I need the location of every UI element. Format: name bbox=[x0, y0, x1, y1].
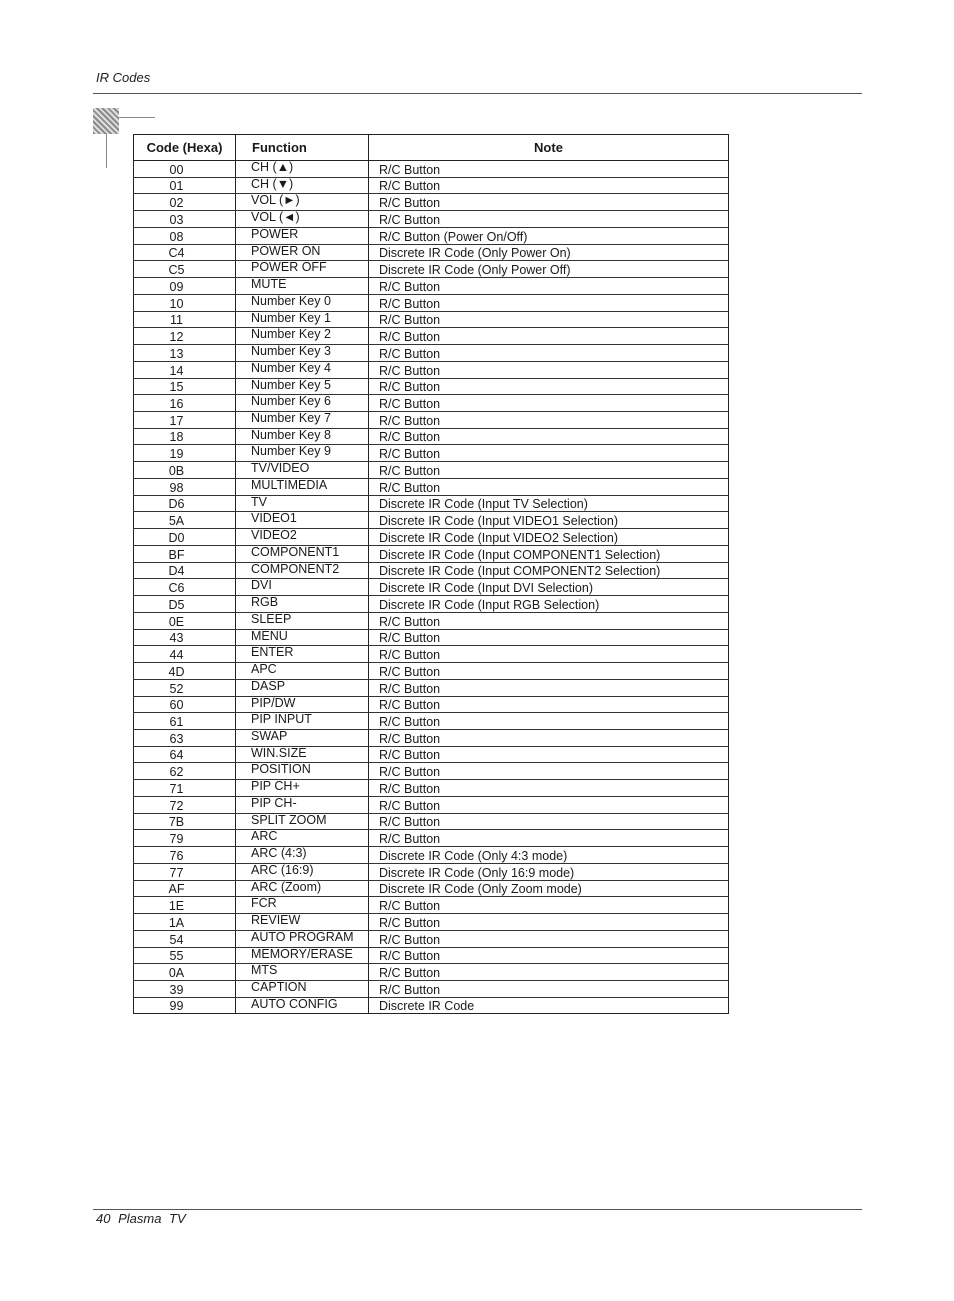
note-cell: R/C Button bbox=[369, 361, 729, 378]
code-cell: 08 bbox=[134, 227, 236, 244]
code-cell: 4D bbox=[134, 663, 236, 680]
function-cell: DVI bbox=[236, 579, 369, 596]
table-row bbox=[134, 512, 729, 529]
note-cell: Discrete IR Code (Only 16:9 mode) bbox=[369, 863, 729, 880]
code-cell: 76 bbox=[134, 847, 236, 864]
code-cell: AF bbox=[134, 880, 236, 897]
note-cell: R/C Button bbox=[369, 713, 729, 730]
function-cell: Number Key 8 bbox=[236, 428, 369, 445]
code-cell: 09 bbox=[134, 278, 236, 295]
function-cell: Number Key 7 bbox=[236, 412, 369, 429]
table-row bbox=[134, 194, 729, 211]
note-cell: R/C Button bbox=[369, 278, 729, 295]
code-cell: D0 bbox=[134, 529, 236, 546]
code-cell: C4 bbox=[134, 244, 236, 261]
function-cell: AUTO CONFIG bbox=[236, 997, 369, 1014]
table-row bbox=[134, 847, 729, 864]
note-cell: R/C Button bbox=[369, 930, 729, 947]
function-cell: PIP INPUT bbox=[236, 713, 369, 730]
code-cell: 98 bbox=[134, 478, 236, 495]
function-cell: CH (▼) bbox=[236, 177, 369, 194]
function-cell: FCR bbox=[236, 897, 369, 914]
note-cell: R/C Button bbox=[369, 161, 729, 178]
table-row bbox=[134, 897, 729, 914]
code-cell: BF bbox=[134, 545, 236, 562]
function-cell: MUTE bbox=[236, 278, 369, 295]
table-row bbox=[134, 562, 729, 579]
code-cell: 55 bbox=[134, 947, 236, 964]
code-cell: 72 bbox=[134, 796, 236, 813]
function-cell: POWER bbox=[236, 227, 369, 244]
note-cell: R/C Button bbox=[369, 194, 729, 211]
code-cell: C5 bbox=[134, 261, 236, 278]
note-cell: R/C Button bbox=[369, 914, 729, 931]
code-cell: 99 bbox=[134, 997, 236, 1014]
note-cell: Discrete IR Code (Input VIDEO2 Selection) bbox=[369, 529, 729, 546]
note-cell: R/C Button bbox=[369, 980, 729, 997]
note-cell: Discrete IR Code (Input VIDEO1 Selection) bbox=[369, 512, 729, 529]
function-cell: Number Key 4 bbox=[236, 361, 369, 378]
note-cell: R/C Button bbox=[369, 763, 729, 780]
code-cell: 00 bbox=[134, 161, 236, 178]
function-cell: ARC (16:9) bbox=[236, 863, 369, 880]
note-cell: R/C Button (Power On/Off) bbox=[369, 227, 729, 244]
function-cell: ENTER bbox=[236, 646, 369, 663]
table-row bbox=[134, 830, 729, 847]
function-cell: COMPONENT2 bbox=[236, 562, 369, 579]
code-cell: 10 bbox=[134, 294, 236, 311]
code-cell: 15 bbox=[134, 378, 236, 395]
function-cell: REVIEW bbox=[236, 914, 369, 931]
table-row bbox=[134, 796, 729, 813]
table-row bbox=[134, 495, 729, 512]
table-row bbox=[134, 813, 729, 830]
table-row bbox=[134, 278, 729, 295]
table-row bbox=[134, 729, 729, 746]
function-cell: Number Key 5 bbox=[236, 378, 369, 395]
note-cell: R/C Button bbox=[369, 746, 729, 763]
table-row bbox=[134, 964, 729, 981]
table-row bbox=[134, 629, 729, 646]
table-row bbox=[134, 294, 729, 311]
note-cell: Discrete IR Code (Input COMPONENT2 Selection) bbox=[369, 562, 729, 579]
note-cell: R/C Button bbox=[369, 311, 729, 328]
table-row bbox=[134, 529, 729, 546]
function-cell: TV bbox=[236, 495, 369, 512]
note-cell: Discrete IR Code (Input COMPONENT1 Selection) bbox=[369, 545, 729, 562]
code-cell: 63 bbox=[134, 729, 236, 746]
note-cell: Discrete IR Code (Only Power On) bbox=[369, 244, 729, 261]
note-cell: R/C Button bbox=[369, 612, 729, 629]
table-row bbox=[134, 579, 729, 596]
note-cell: R/C Button bbox=[369, 211, 729, 228]
table-row bbox=[134, 612, 729, 629]
table-row bbox=[134, 345, 729, 362]
code-cell: D4 bbox=[134, 562, 236, 579]
code-cell: 12 bbox=[134, 328, 236, 345]
function-cell: MEMORY/ERASE bbox=[236, 947, 369, 964]
table-row bbox=[134, 177, 729, 194]
note-cell: R/C Button bbox=[369, 294, 729, 311]
code-cell: 64 bbox=[134, 746, 236, 763]
table-row bbox=[134, 211, 729, 228]
code-cell: 13 bbox=[134, 345, 236, 362]
note-cell: R/C Button bbox=[369, 796, 729, 813]
note-cell: Discrete IR Code (Only 4:3 mode) bbox=[369, 847, 729, 864]
function-cell: PIP CH+ bbox=[236, 780, 369, 797]
function-cell: ARC (Zoom) bbox=[236, 880, 369, 897]
table-row bbox=[134, 763, 729, 780]
table-row bbox=[134, 997, 729, 1014]
function-cell: SLEEP bbox=[236, 612, 369, 629]
function-cell: Number Key 3 bbox=[236, 345, 369, 362]
code-cell: 1A bbox=[134, 914, 236, 931]
top-rule bbox=[93, 93, 862, 94]
code-cell: 0A bbox=[134, 964, 236, 981]
code-cell: 7B bbox=[134, 813, 236, 830]
table-row bbox=[134, 361, 729, 378]
corner-marker-line-horizontal bbox=[119, 117, 155, 118]
function-cell: CH (▲) bbox=[236, 161, 369, 178]
function-cell: TV/VIDEO bbox=[236, 462, 369, 479]
corner-marker-icon bbox=[93, 108, 119, 134]
table-row bbox=[134, 914, 729, 931]
note-cell: R/C Button bbox=[369, 646, 729, 663]
note-cell: R/C Button bbox=[369, 780, 729, 797]
code-cell: 52 bbox=[134, 679, 236, 696]
code-cell: 61 bbox=[134, 713, 236, 730]
table-row bbox=[134, 161, 729, 178]
note-cell: R/C Button bbox=[369, 947, 729, 964]
note-cell: R/C Button bbox=[369, 428, 729, 445]
page-footer bbox=[96, 1211, 186, 1226]
function-cell: Number Key 9 bbox=[236, 445, 369, 462]
bottom-rule bbox=[93, 1209, 862, 1210]
function-cell: DASP bbox=[236, 679, 369, 696]
function-cell: VOL (◄) bbox=[236, 211, 369, 228]
function-cell: MTS bbox=[236, 964, 369, 981]
function-cell: COMPONENT1 bbox=[236, 545, 369, 562]
note-cell: R/C Button bbox=[369, 445, 729, 462]
function-cell: Number Key 2 bbox=[236, 328, 369, 345]
function-cell: VIDEO2 bbox=[236, 529, 369, 546]
note-cell: R/C Button bbox=[369, 395, 729, 412]
table-row bbox=[134, 980, 729, 997]
code-cell: C6 bbox=[134, 579, 236, 596]
column-header-code: Code (Hexa) bbox=[134, 135, 236, 161]
function-cell: PIP CH- bbox=[236, 796, 369, 813]
note-cell: Discrete IR Code (Only Zoom mode) bbox=[369, 880, 729, 897]
function-cell: PIP/DW bbox=[236, 696, 369, 713]
code-cell: 39 bbox=[134, 980, 236, 997]
code-cell: 14 bbox=[134, 361, 236, 378]
code-cell: 03 bbox=[134, 211, 236, 228]
note-cell: R/C Button bbox=[369, 679, 729, 696]
note-cell: R/C Button bbox=[369, 328, 729, 345]
corner-marker-line-vertical bbox=[106, 134, 107, 168]
code-cell: 54 bbox=[134, 930, 236, 947]
table-row bbox=[134, 746, 729, 763]
note-cell: R/C Button bbox=[369, 462, 729, 479]
function-cell: MENU bbox=[236, 629, 369, 646]
note-cell: R/C Button bbox=[369, 478, 729, 495]
code-cell: 77 bbox=[134, 863, 236, 880]
function-cell: SWAP bbox=[236, 729, 369, 746]
table-row bbox=[134, 596, 729, 613]
function-cell: POWER OFF bbox=[236, 261, 369, 278]
function-cell: Number Key 1 bbox=[236, 311, 369, 328]
note-cell: Discrete IR Code (Input RGB Selection) bbox=[369, 596, 729, 613]
note-cell: Discrete IR Code (Input DVI Selection) bbox=[369, 579, 729, 596]
table-row bbox=[134, 663, 729, 680]
table-row bbox=[134, 311, 729, 328]
function-cell: MULTIMEDIA bbox=[236, 478, 369, 495]
code-cell: 11 bbox=[134, 311, 236, 328]
table-row bbox=[134, 328, 729, 345]
running-title: IR Codes bbox=[96, 70, 151, 85]
code-cell: 62 bbox=[134, 763, 236, 780]
note-cell: R/C Button bbox=[369, 378, 729, 395]
code-cell: 44 bbox=[134, 646, 236, 663]
note-cell: Discrete IR Code (Input TV Selection) bbox=[369, 495, 729, 512]
code-cell: 02 bbox=[134, 194, 236, 211]
code-cell: 79 bbox=[134, 830, 236, 847]
function-cell: AUTO PROGRAM bbox=[236, 930, 369, 947]
code-cell: 01 bbox=[134, 177, 236, 194]
code-cell: 19 bbox=[134, 445, 236, 462]
code-cell: D6 bbox=[134, 495, 236, 512]
function-cell: SPLIT ZOOM bbox=[236, 813, 369, 830]
table-row bbox=[134, 863, 729, 880]
table-row bbox=[134, 445, 729, 462]
note-cell: R/C Button bbox=[369, 177, 729, 194]
code-cell: 16 bbox=[134, 395, 236, 412]
note-cell: R/C Button bbox=[369, 412, 729, 429]
note-cell: R/C Button bbox=[369, 897, 729, 914]
function-cell: VIDEO1 bbox=[236, 512, 369, 529]
table-body bbox=[134, 161, 729, 1014]
function-cell: VOL (►) bbox=[236, 194, 369, 211]
table-row bbox=[134, 378, 729, 395]
function-cell: POSITION bbox=[236, 763, 369, 780]
code-cell: 71 bbox=[134, 780, 236, 797]
note-cell: Discrete IR Code bbox=[369, 997, 729, 1014]
code-cell: 60 bbox=[134, 696, 236, 713]
code-cell: 0B bbox=[134, 462, 236, 479]
table-row bbox=[134, 713, 729, 730]
function-cell: Number Key 6 bbox=[236, 395, 369, 412]
code-cell: 17 bbox=[134, 412, 236, 429]
function-cell: WIN.SIZE bbox=[236, 746, 369, 763]
code-cell: 18 bbox=[134, 428, 236, 445]
table-header-row bbox=[134, 135, 729, 161]
code-cell: D5 bbox=[134, 596, 236, 613]
table-row bbox=[134, 462, 729, 479]
function-cell: APC bbox=[236, 663, 369, 680]
code-cell: 43 bbox=[134, 629, 236, 646]
note-cell: R/C Button bbox=[369, 629, 729, 646]
table-row bbox=[134, 412, 729, 429]
function-cell: ARC bbox=[236, 830, 369, 847]
function-cell: ARC (4:3) bbox=[236, 847, 369, 864]
code-cell: 1E bbox=[134, 897, 236, 914]
table-row bbox=[134, 696, 729, 713]
ir-code-table bbox=[133, 134, 729, 1014]
note-cell: R/C Button bbox=[369, 830, 729, 847]
table-row bbox=[134, 930, 729, 947]
note-cell: R/C Button bbox=[369, 964, 729, 981]
page-number: 40 bbox=[96, 1211, 111, 1226]
table-row bbox=[134, 679, 729, 696]
table-row bbox=[134, 545, 729, 562]
function-cell: POWER ON bbox=[236, 244, 369, 261]
function-cell: RGB bbox=[236, 596, 369, 613]
function-cell: Number Key 0 bbox=[236, 294, 369, 311]
table-row bbox=[134, 947, 729, 964]
note-cell: R/C Button bbox=[369, 729, 729, 746]
table-row bbox=[134, 395, 729, 412]
note-cell: R/C Button bbox=[369, 813, 729, 830]
table-row bbox=[134, 478, 729, 495]
table-row bbox=[134, 646, 729, 663]
table-row bbox=[134, 428, 729, 445]
table-row bbox=[134, 244, 729, 261]
table-row bbox=[134, 780, 729, 797]
table-row bbox=[134, 261, 729, 278]
table-row bbox=[134, 880, 729, 897]
note-cell: R/C Button bbox=[369, 696, 729, 713]
code-cell: 0E bbox=[134, 612, 236, 629]
note-cell: R/C Button bbox=[369, 345, 729, 362]
note-cell: R/C Button bbox=[369, 663, 729, 680]
product-name: Plasma TV bbox=[118, 1211, 186, 1226]
table-row bbox=[134, 227, 729, 244]
column-header-function: Function bbox=[236, 135, 369, 161]
code-cell: 5A bbox=[134, 512, 236, 529]
note-cell: Discrete IR Code (Only Power Off) bbox=[369, 261, 729, 278]
function-cell: CAPTION bbox=[236, 980, 369, 997]
column-header-note: Note bbox=[369, 135, 729, 161]
